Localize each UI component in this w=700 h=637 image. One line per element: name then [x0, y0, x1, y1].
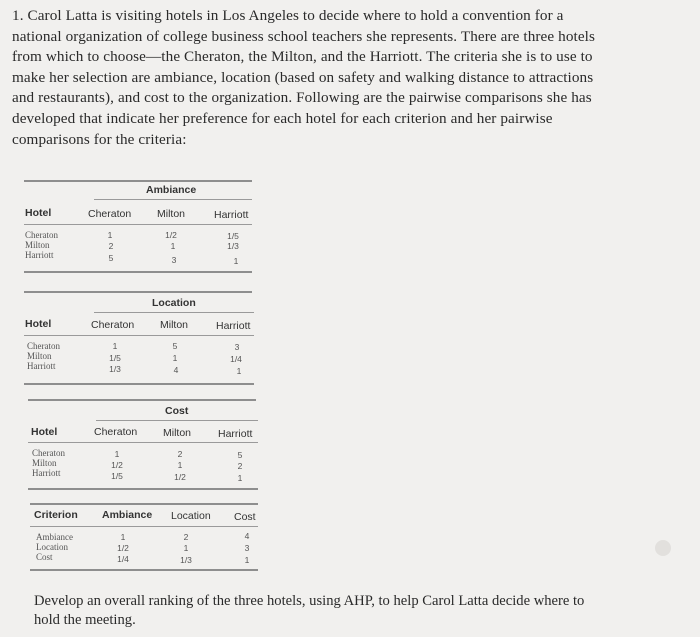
- criteria-cell: 1: [244, 555, 250, 565]
- cost-cell: 5: [237, 450, 243, 460]
- instruction-line: Develop an overall ranking of the three hotels, using AHP, to help Carol Latta decide where to: [34, 593, 585, 609]
- ambiance-cell: 1: [170, 241, 176, 251]
- cost-col-harriott: Harriott: [218, 428, 253, 440]
- problem-line: from which to choose—the Cheraton, the Milton, and the Harriott. The criteria she is to use to: [12, 48, 593, 66]
- location-cell: 4: [173, 365, 179, 375]
- problem-line: developed that indicate her preference for each hotel for each criterion and her pairwise: [12, 109, 553, 127]
- location-cell: 1: [172, 353, 178, 363]
- cost-row-label: Milton: [32, 458, 57, 468]
- cost-cell: 1/5: [111, 471, 123, 481]
- location-cell: 1: [236, 366, 242, 376]
- cost-cell: 1/2: [111, 460, 123, 470]
- table-rule: [28, 488, 258, 490]
- criteria-col-ambiance: Ambiance: [102, 509, 153, 521]
- table-rule: [24, 180, 252, 182]
- cost-cell: 1: [114, 449, 120, 459]
- location-cell: 1/3: [109, 364, 121, 374]
- criteria-cell: 2: [183, 532, 189, 542]
- ambiance-cell: 1: [233, 256, 239, 266]
- table-rule: [24, 271, 252, 273]
- ambiance-cell: 2: [108, 241, 114, 251]
- criteria-cell: 1/4: [117, 554, 129, 564]
- table-rule: [24, 335, 254, 336]
- location-row-label: Cheraton: [27, 341, 60, 351]
- cost-row-label: Harriott: [32, 468, 61, 478]
- ambiance-row-label: Cheraton: [25, 230, 58, 240]
- problem-line: and restaurants), and cost to the organization. Following are the pairwise comparisons she has: [12, 89, 592, 107]
- cost-title: Cost: [165, 405, 189, 417]
- problem-line: make her selection are ambiance, location (based on safety and walking distance to attractions: [12, 68, 594, 86]
- ambiance-col-cheraton: Cheraton: [88, 208, 132, 220]
- table-rule: [28, 442, 258, 443]
- ambiance-row-label: Harriott: [25, 250, 54, 260]
- table-rule: [30, 569, 258, 571]
- cost-cell: 2: [237, 461, 243, 471]
- ambiance-col-milton: Milton: [157, 208, 186, 220]
- criteria-row-label: Ambiance: [36, 532, 73, 542]
- criteria-cell: 1: [120, 532, 126, 542]
- location-cell: 1: [112, 341, 118, 351]
- ambiance-cell: 1/3: [227, 241, 239, 251]
- cost-col-cheraton: Cheraton: [94, 426, 138, 438]
- problem-line: national organization of college business school teachers she represents. There are three hotels: [12, 27, 596, 45]
- table-rule: [94, 312, 254, 313]
- table-rule: [24, 291, 252, 293]
- cost-cell: 1: [237, 473, 243, 483]
- ambiance-cell: 1: [107, 230, 113, 240]
- table-rule: [24, 383, 254, 385]
- location-corner: Hotel: [25, 318, 52, 330]
- problem-line: 1. Carol Latta is visiting hotels in Los Angeles to decide where to hold a convention for a: [12, 7, 564, 24]
- problem-line: comparisons for the criteria:: [12, 130, 187, 148]
- location-row-label: Harriott: [27, 361, 56, 371]
- cost-corner: Hotel: [31, 426, 58, 438]
- criteria-cell: 1/2: [117, 543, 129, 553]
- ambiance-cell: 1/5: [227, 231, 239, 241]
- criteria-cell: 3: [244, 543, 250, 553]
- cost-col-milton: Milton: [163, 427, 192, 439]
- page-smudge: [655, 540, 671, 556]
- table-rule: [24, 224, 252, 225]
- ambiance-cell: 3: [171, 255, 177, 265]
- ambiance-corner: Hotel: [25, 207, 52, 219]
- criteria-col-location: Location: [171, 510, 211, 522]
- ambiance-cell: 1/2: [165, 230, 177, 240]
- table-rule: [94, 199, 252, 200]
- criteria-cell: 1: [183, 543, 189, 553]
- location-col-milton: Milton: [160, 319, 189, 331]
- location-cell: 1/5: [109, 353, 121, 363]
- cost-cell: 1: [177, 460, 183, 470]
- criteria-row-label: Location: [36, 542, 68, 552]
- ambiance-title: Ambiance: [146, 184, 197, 196]
- instruction-line: hold the meeting.: [34, 612, 136, 628]
- table-rule: [28, 399, 256, 401]
- criteria-col-cost: Cost: [234, 511, 256, 523]
- cost-cell: 2: [177, 449, 183, 459]
- table-rule: [96, 420, 258, 421]
- ambiance-cell: 5: [108, 253, 114, 263]
- table-rule: [30, 503, 258, 505]
- criteria-row-label: Cost: [36, 552, 53, 562]
- location-col-harriott: Harriott: [216, 320, 251, 332]
- location-cell: 5: [172, 341, 178, 351]
- criteria-cell: 4: [244, 531, 250, 541]
- location-row-label: Milton: [27, 351, 52, 361]
- cost-row-label: Cheraton: [32, 448, 65, 458]
- criteria-cell: 1/3: [180, 555, 192, 565]
- cost-cell: 1/2: [174, 472, 186, 482]
- criteria-corner: Criterion: [34, 509, 78, 521]
- location-cell: 3: [234, 342, 240, 352]
- task-instruction: [34, 592, 674, 630]
- location-cell: 1/4: [230, 354, 242, 364]
- ambiance-row-label: Milton: [25, 240, 50, 250]
- table-rule: [30, 526, 258, 527]
- problem-statement: [12, 6, 686, 150]
- ambiance-col-harriott: Harriott: [214, 209, 249, 221]
- location-col-cheraton: Cheraton: [91, 319, 135, 331]
- location-title: Location: [152, 297, 196, 309]
